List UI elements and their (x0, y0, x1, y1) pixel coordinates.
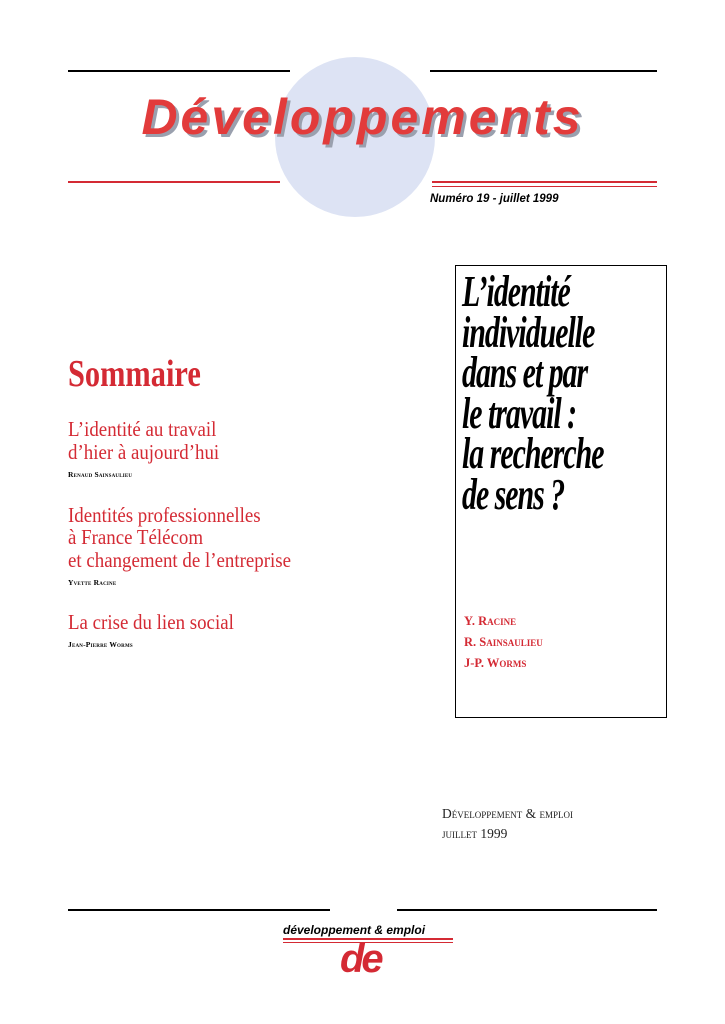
issue-number: Numéro 19 - juillet 1999 (430, 193, 559, 205)
feature-title-line-5: la recherche (462, 429, 604, 478)
masthead-red-rule-right (432, 181, 657, 183)
feature-title-line-2: individuelle (462, 307, 595, 357)
feature-title (462, 267, 639, 519)
feature-authors (464, 611, 543, 674)
masthead-red-rule-left (68, 181, 280, 183)
footer-rule-left (68, 909, 330, 911)
toc-article-1-title-line-1: L’identité au travail (68, 417, 217, 441)
de-logo: de (340, 937, 381, 981)
masthead-top-rule-left (68, 70, 290, 72)
toc-article-3-author: Jean-Pierre Worms (68, 640, 133, 649)
footer-brand-name: développement & emploi (283, 923, 426, 937)
toc-article-2-title-line-2: à France Télécom (68, 525, 204, 549)
toc-article-1-title-line-2: d’hier à aujourd’hui (68, 440, 220, 464)
feature-title-line-1: L’identité (462, 267, 570, 316)
feature-title-line-6: de sens ? (462, 469, 565, 519)
sommaire-heading: Sommaire (68, 353, 201, 395)
toc-article-2-title-line-3: et changement de l’entreprise (68, 548, 292, 572)
feature-title-line-3: dans et par (462, 348, 588, 397)
toc-article-2-title-line-1: Identités professionnelles (68, 503, 261, 527)
publication-date: juillet 1999 (442, 826, 508, 841)
toc-article-2-author: Yvette Racine (68, 578, 117, 587)
feature-author-1: Y. Racine (464, 614, 517, 628)
feature-author-3: J-P. Worms (464, 656, 527, 670)
publication-name: Développement & emploi (442, 806, 573, 821)
masthead-top-rule-right (430, 70, 657, 72)
feature-title-line-4: le travail : (462, 388, 577, 438)
masthead-red-rule-right-2 (432, 186, 657, 187)
toc-article-1-author: Renaud Sainsaulieu (68, 470, 133, 479)
masthead-title: Développements (141, 89, 584, 145)
footer-rule-right (397, 909, 657, 911)
feature-box (455, 265, 667, 718)
feature-author-2: R. Sainsaulieu (464, 635, 543, 649)
toc-article-3-title-line-1: La crise du lien social (68, 610, 234, 634)
